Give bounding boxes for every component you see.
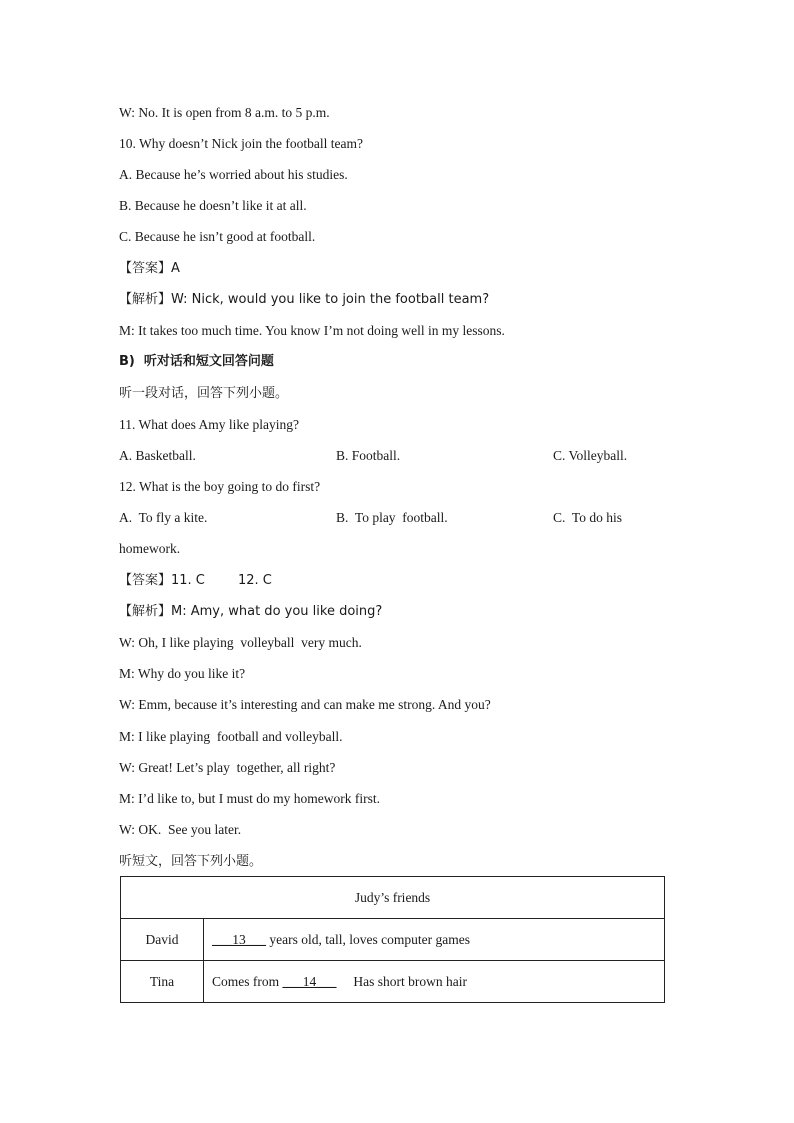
question-10: 10. Why doesn’t Nick join the football team? [119, 136, 363, 151]
table-title: Judy’s friends [121, 877, 665, 919]
dialog-line: M: I’d like to, but I must do my homework first. [119, 791, 380, 806]
option-12c: C. To do his [553, 510, 622, 525]
dialog-line: W: OK. See you later. [119, 822, 242, 837]
description-prefix: Comes from [212, 973, 283, 989]
table-row [121, 919, 665, 961]
dialog-line: W: Emm, because it’s interesting and can make me strong. And you? [119, 697, 491, 712]
explanation-10: 【解析】W: Nick, would you like to join the football team? [119, 292, 490, 307]
friend-description [204, 919, 665, 961]
dialog-line: W: No. It is open from 8 a.m. to 5 p.m. [119, 105, 330, 120]
blank-14: ___14___ [282, 973, 337, 989]
explanation-10-line: M: It takes too much time. You know I’m not doing well in my lessons. [119, 323, 505, 338]
description-text: Has short brown hair [336, 973, 467, 989]
answer-11-12: 【答案】11. C 12. C [119, 573, 272, 588]
description-text: years old, tall, loves computer games [266, 931, 470, 947]
option-11a: A. Basketball. [119, 448, 196, 463]
option-11b: B. Football. [336, 448, 401, 463]
option-11c: C. Volleyball. [553, 448, 628, 463]
option-10b: B. Because he doesn’t like it at all. [119, 198, 307, 213]
friend-name: David [121, 919, 204, 961]
section-b-heading: B) 听对话和短文回答问题 [119, 354, 274, 369]
answer-10: 【答案】A [119, 261, 180, 276]
option-10c: C. Because he isn’t good at football. [119, 229, 316, 244]
friend-name: Tina [121, 961, 204, 1003]
dialog-line: W: Great! Let’s play together, all right? [119, 760, 336, 775]
question-12: 12. What is the boy going to do first? [119, 479, 321, 494]
question-11: 11. What does Amy like playing? [119, 417, 299, 432]
option-12c-continued: homework. [119, 541, 181, 556]
option-12a: A. To fly a kite. [119, 510, 208, 525]
passage-intro: 听短文，回答下列小题。 [119, 854, 263, 869]
dialog-line: W: Oh, I like playing volleyball very much. [119, 635, 362, 650]
dialog-intro: 听一段对话，回答下列小题。 [119, 386, 289, 401]
dialog-line: M: Why do you like it? [119, 666, 246, 681]
friends-table [120, 876, 665, 1003]
table-row [121, 961, 665, 1003]
explanation-11-12: 【解析】M: Amy, what do you like doing? [119, 604, 383, 619]
option-12b: B. To play football. [336, 510, 448, 525]
blank-13: ___13___ [212, 931, 266, 947]
dialog-line: M: I like playing football and volleyball. [119, 729, 343, 744]
friend-description [204, 961, 665, 1003]
option-10a: A. Because he’s worried about his studies. [119, 167, 348, 182]
